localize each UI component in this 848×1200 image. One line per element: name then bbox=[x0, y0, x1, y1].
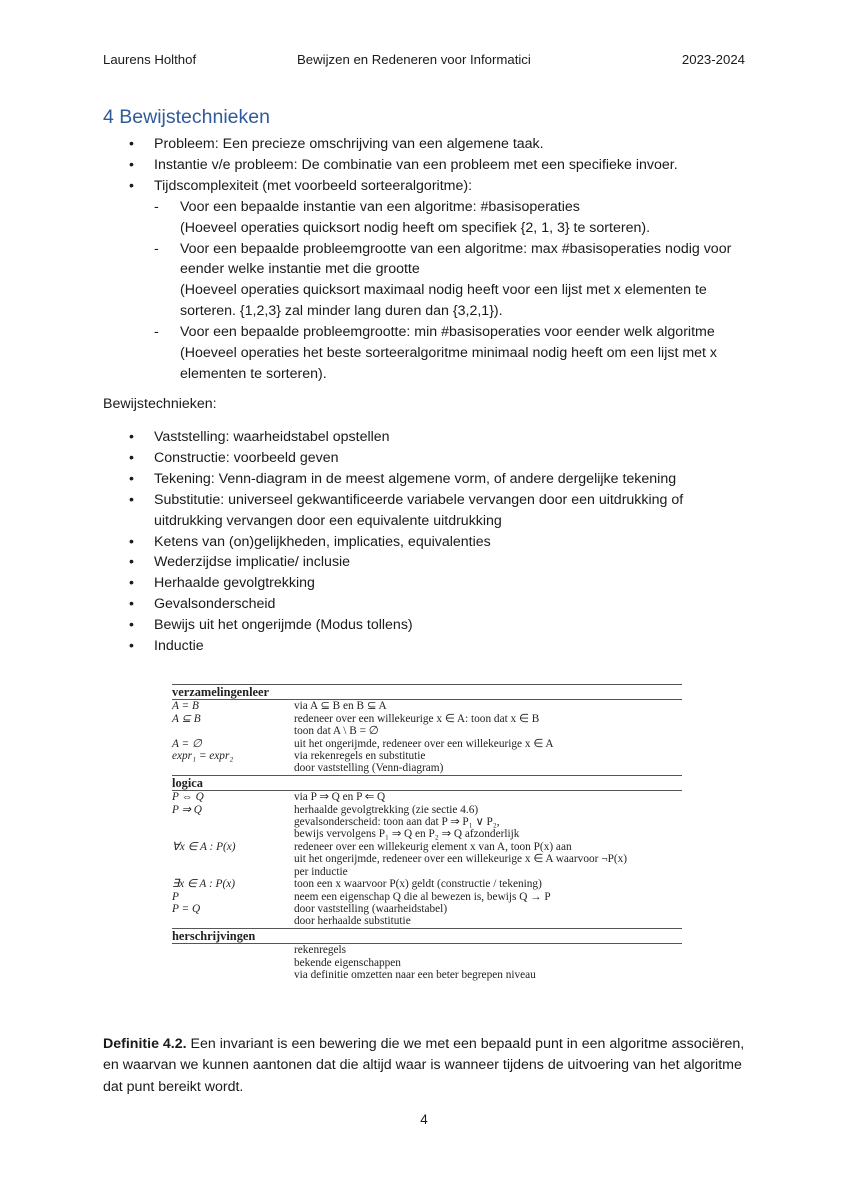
table-row: P ⇒ Q herhaalde gevolgtrekking (zie sectie 4.6) bbox=[172, 803, 479, 816]
bullet-icon: • bbox=[129, 617, 134, 634]
list-item: • Constructie: voorbeeld geven bbox=[103, 448, 753, 469]
bullet-icon: • bbox=[129, 554, 134, 571]
table-row: uit het ongerijmde, redeneer over een willekeurige x ∈ A waarvoor ¬P(x) bbox=[294, 853, 628, 866]
list-item: • Substitutie: universeel gekwantificeerde variabele vervangen door een uitdrukking of uitdrukking vervangen door een equivalente uitdrukking bbox=[129, 491, 684, 529]
dash-icon: - bbox=[154, 240, 159, 257]
table-row: expr₁ = expr₂ via rekenregels en substitutie bbox=[172, 750, 426, 763]
techniques-label: Bewijstechnieken: bbox=[103, 396, 217, 412]
table-row: P neem een eigenschap Q die al bewezen is, bewijs Q → P bbox=[172, 890, 551, 903]
list-item: • Tekening: Venn-diagram in de meest algemene vorm, of andere dergelijke tekening bbox=[103, 469, 753, 490]
bullet-icon: • bbox=[129, 429, 134, 445]
techniques-list bbox=[103, 427, 753, 657]
table-row: ∀x ∈ A : P(x) redeneer over een willekeurig element x van A, toon P(x) aan bbox=[172, 840, 572, 853]
bullet-icon: • bbox=[129, 156, 134, 173]
table-section-row: herschrijvingen bbox=[172, 928, 682, 943]
header-author: Laurens Holthof bbox=[103, 52, 197, 67]
bullet-icon: • bbox=[129, 638, 134, 655]
list-item: • Tijdscomplexiteit (met voorbeeld sorteeralgoritme): - Voor een bepaalde instantie van een algoritme: #basisoperaties (Hoeveel operaties quicksort nodig heeft om specifiek {2, 1, 3} te sorteren). - Voor een bepaalde probleemgrootte van een algoritme: max #basisoperaties nodig voor eender welke instantie met die grootte (Hoeveel operaties quicksort maximaal nodig heeft voor een lijst met x elementen te sorteren. {1,2,3} zal minder lang duren dan {3,2,1}). - Voor een bepaalde probleemgrootte: min #basisoperaties voor eender welk algoritme (Hoeveel operaties het beste sorteeralgoritme minimaal nodig heeft om een lijst met x elementen te sorteren). bbox=[103, 176, 753, 385]
table-row: A = B via A ⊆ B en B ⊆ A bbox=[172, 700, 682, 713]
sublist-item: - Voor een bepaalde probleemgrootte: min #basisoperaties voor eender welk algoritme (Hoeveel operaties het beste sorteeralgoritme minimaal nodig heeft om een lijst met x elementen te sorteren). bbox=[154, 324, 718, 382]
bullet-icon: • bbox=[129, 533, 134, 550]
table-row: rekenregels bbox=[294, 944, 347, 957]
list-item: • Herhaalde gevolgtrekking bbox=[103, 573, 753, 594]
table-row: door herhaalde substitutie bbox=[294, 915, 411, 928]
definition-label: Definitie 4.2. bbox=[103, 1036, 187, 1052]
list-item: • Vaststelling: waarheidstabel opstellen bbox=[103, 427, 753, 448]
table-row: per inductie bbox=[294, 865, 348, 878]
definition-paragraph bbox=[103, 1034, 753, 1098]
table-row: A = ∅ uit het ongerijmde, redeneer over een willekeurige x ∈ A bbox=[172, 737, 554, 750]
list-item: • Gevalsonderscheid bbox=[103, 594, 753, 615]
bullet-icon: • bbox=[129, 449, 134, 466]
intro-list bbox=[103, 134, 753, 385]
list-item: • Ketens van (on)gelijkheden, implicaties, equivalenties bbox=[103, 532, 753, 553]
list-item: • Instantie v/e probleem: De combinatie van een probleem met een specifieke invoer. bbox=[103, 155, 753, 176]
bullet-icon: • bbox=[129, 491, 134, 508]
header-year: 2023-2024 bbox=[681, 52, 745, 67]
sublist-item: - Voor een bepaalde probleemgrootte van een algoritme: max #basisoperaties nodig voor eender welke instantie met die grootte (Hoeveel operaties quicksort maximaal nodig heeft voor een lijst met x elementen te sorteren. {1,2,3} zal minder lang duren dan {3,2,1}). bbox=[154, 240, 732, 320]
table-section-row: verzamelingenleer bbox=[172, 685, 682, 700]
header-course: Bewijzen en Redeneren voor Informatici bbox=[297, 52, 531, 67]
complexity-sublist bbox=[154, 197, 753, 385]
definition-text: Een invariant is een bewering die we met een bepaald punt in een algoritme associëren, en waarvan we kunnen aantonen dat die altijd waar is wanneer tijdens de uitvoering van het algoritme dat punt bereikt wordt. bbox=[103, 1036, 745, 1095]
list-item: • Bewijs uit het ongerijmde (Modus tollens) bbox=[103, 615, 753, 636]
proof-techniques-table bbox=[172, 684, 682, 981]
table-row: gevalsonderscheid: toon aan dat P ⇒ P₁ ∨ P₂, bbox=[294, 816, 500, 829]
table-row: bekende eigenschappen bbox=[294, 956, 401, 969]
list-item: • Probleem: Een precieze omschrijving van een algemene taak. bbox=[103, 134, 753, 155]
page-number: 4 bbox=[420, 1112, 428, 1127]
table-section-row: logica bbox=[172, 775, 682, 790]
list-item: • Inductie bbox=[103, 636, 753, 657]
bullet-icon: • bbox=[129, 136, 134, 152]
table-row: via definitie omzetten naar een beter begrepen niveau bbox=[294, 968, 536, 981]
table-row: door vaststelling (Venn-diagram) bbox=[294, 762, 444, 775]
table-row: ∃x ∈ A : P(x) toon een x waarvoor P(x) geldt (constructie / tekening) bbox=[172, 878, 542, 891]
section-title: 4 Bewijstechnieken bbox=[103, 106, 270, 128]
bullet-icon: • bbox=[129, 596, 134, 613]
table-row: toon dat A \ B = ∅ bbox=[294, 725, 379, 738]
table-row: P = Q door vaststelling (waarheidstabel) bbox=[172, 902, 448, 915]
bullet-icon: • bbox=[129, 177, 134, 194]
table-row: P ⇔ Q via P ⇒ Q en P ⇐ Q bbox=[172, 791, 682, 804]
table-row: bewijs vervolgens P₁ ⇒ Q en P₂ ⇒ Q afzonderlijk bbox=[294, 828, 520, 841]
sublist-item: - Voor een bepaalde instantie van een algoritme: #basisoperaties (Hoeveel operaties quicksort nodig heeft om specifiek {2, 1, 3} te sorteren). bbox=[154, 198, 651, 236]
dash-icon: - bbox=[154, 198, 159, 215]
bullet-icon: • bbox=[129, 470, 134, 487]
table-row: A ⊆ B redeneer over een willekeurige x ∈ A: toon dat x ∈ B bbox=[172, 712, 540, 725]
dash-icon: - bbox=[154, 324, 159, 341]
bullet-icon: • bbox=[129, 575, 134, 592]
list-item: • Wederzijdse implicatie/ inclusie bbox=[103, 552, 753, 573]
